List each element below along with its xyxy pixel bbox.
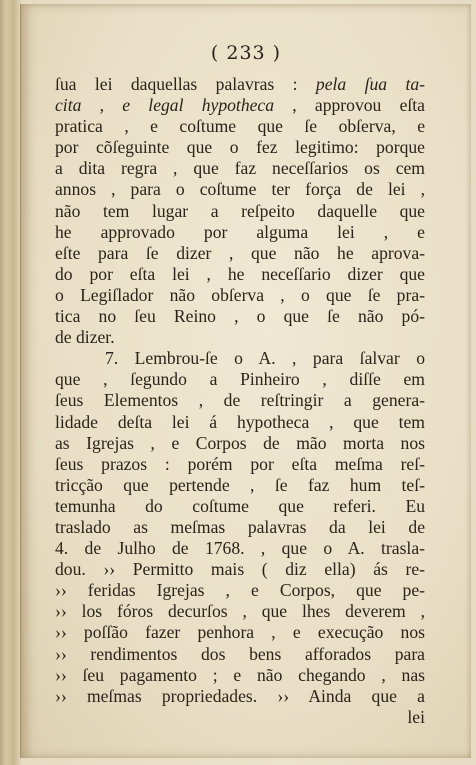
text-line [55,264,425,285]
text-line [55,538,425,559]
text-line [55,179,425,200]
book-page [20,4,471,758]
text-run: de dizer. [55,327,115,348]
text-run: ſeus Elementos , de reſtringir a genera- [55,390,425,411]
text-run: ›› poſſão fazer penhora , e execução nos [55,622,425,643]
text-run: do por eſta lei , he neceſſario dizer que [55,263,425,284]
text-line [55,412,425,433]
text-run: ›› meſmas propriedades. ›› Ainda que a [55,685,425,706]
text-run: ›› ſeu pagamento ; e não chegando , nas [55,664,425,685]
text-run: ſeus prazos : porém por eſta meſma reſ- [55,453,425,474]
text-line [55,116,425,137]
text-run: ſua lei daquellas palavras : [55,74,316,94]
text-run: , approvou eſta [274,95,425,116]
text-run: por cõſeguinte que o fez legitimo: porque [55,137,425,158]
text-run: o Legiſlador não obſerva , o que ſe pra- [55,284,425,305]
italic-phrase: pela ſua ta- [315,74,425,94]
text-run: ›› los fóros decurſos , que lhes deverem , [55,601,425,622]
text-line [55,285,425,306]
text-line [55,95,425,116]
text-run: temunha do coſtume que referi. Eu [55,495,425,516]
text-run: eſte para ſe dizer , que não he aprova- [55,242,425,263]
text-run: he approvado por alguma lei , e [55,221,425,242]
text-line [55,475,425,496]
text-line [55,158,425,179]
text-line [55,306,425,327]
text-line [55,369,425,390]
text-run: traslado as meſmas palavras da lei de [55,516,425,537]
text-block [55,74,425,728]
text-line [55,517,425,538]
text-run: ›› feridas Igrejas , e Corpos, que pe- [55,580,425,601]
text-line [55,348,425,369]
text-run: tricção que pertende , ſe faz hum teſ- [55,474,425,495]
text-line [55,243,425,264]
text-line [55,665,425,686]
text-run: as Igrejas , e Corpos de mão morta nos [55,432,425,453]
text-line [55,644,425,665]
text-line [55,390,425,411]
text-line [55,622,425,643]
text-run: 7. Lembrou-ſe o A. , para ſalvar o [105,348,425,369]
text-run: dou. ›› Permitto mais ( diz ella) ás re- [55,559,425,580]
text-line [55,559,425,580]
text-run: não tem lugar a reſpeito daquelle que [55,200,425,221]
text-line [55,222,425,243]
text-run: que , ſegundo a Pinheiro , diſſe em [55,369,425,390]
text-line [55,433,425,454]
text-run: pratica , e coſtume que ſe obſerva, e [55,116,425,137]
catchword: lei [407,706,425,727]
text-run: ›› rendimentos dos bens afforados para [55,643,425,664]
text-line [55,496,425,517]
text-line [55,74,425,95]
text-line [55,201,425,222]
text-line [55,327,425,348]
text-line [55,580,425,601]
page-number: ( 233 ) [210,42,282,64]
text-line [55,601,425,622]
text-run: annos , para o coſtume ter força de lei , [55,179,425,200]
italic-phrase: cita , e legal hypotheca [55,95,275,116]
text-run: 4. de Julho de 1768. , que o A. trasla- [55,538,425,559]
text-line [55,686,425,707]
text-run: a dita regra , que faz neceſſarios os cem [55,158,425,179]
text-line [55,454,425,475]
text-line [55,137,425,158]
text-run: lidade deſta lei á hypotheca , que tem [55,411,425,432]
text-run: tica no ſeu Reino , o que ſe não pó- [55,306,425,327]
